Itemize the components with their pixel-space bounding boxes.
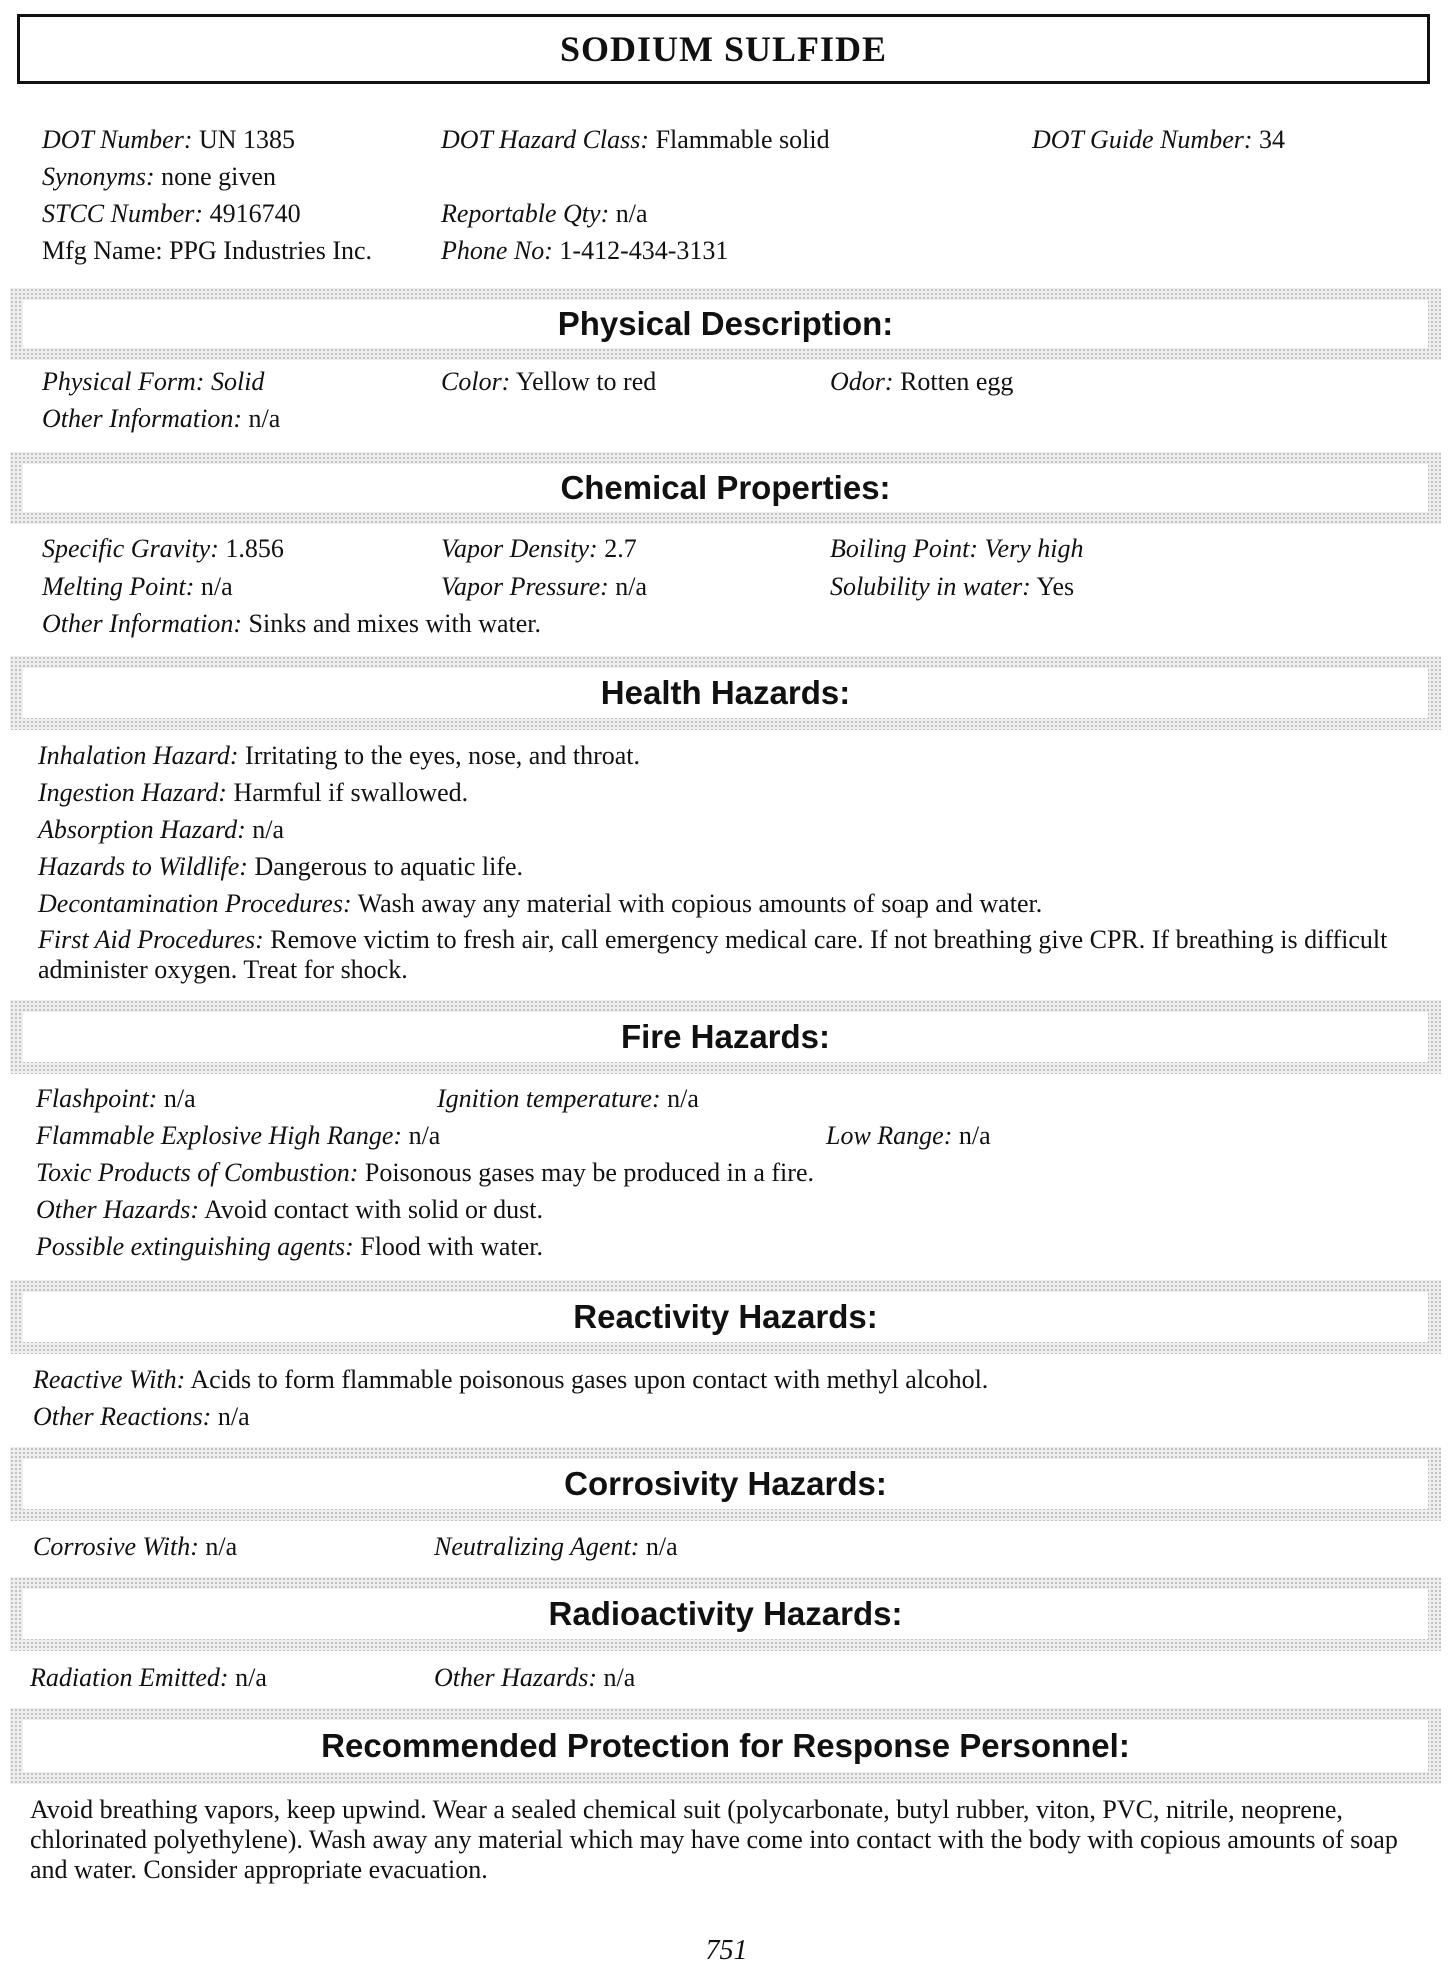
phone-no-label: Phone No:: [441, 236, 553, 265]
ignition-temperature-label: Ignition temperature:: [437, 1084, 661, 1113]
low-range-label: Low Range:: [826, 1121, 953, 1150]
physical-other-info-field: [42, 403, 280, 435]
synonyms-value: none given: [161, 162, 276, 191]
chemical-other-info-value: Sinks and mixes with water.: [248, 609, 542, 638]
extinguishing-agents-field: [36, 1231, 543, 1263]
radiation-emitted-label: Radiation Emitted:: [30, 1663, 229, 1692]
color-label: Color:: [441, 367, 511, 396]
reactive-with-field: [33, 1364, 988, 1396]
absorption-hazard-field: [38, 814, 284, 846]
radioactivity-other-hazards-label: Other Hazards:: [434, 1663, 597, 1692]
flashpoint-field: [36, 1083, 196, 1115]
specific-gravity-value: 1.856: [225, 534, 284, 563]
mfg-name-label: Mfg Name:: [42, 236, 163, 265]
corrosive-with-field: [33, 1531, 237, 1563]
boiling-point-field: [830, 533, 1083, 565]
radioactivity-other-hazards-field: [434, 1662, 635, 1694]
odor-value: Rotten egg: [900, 367, 1014, 396]
radiation-emitted-value: n/a: [235, 1663, 267, 1692]
extinguishing-agents-value: Flood with water.: [360, 1232, 543, 1261]
dot-guide-number-value: 34: [1259, 125, 1286, 154]
fire-other-hazards-field: [36, 1194, 543, 1226]
fire-other-hazards-label: Other Hazards:: [36, 1195, 199, 1224]
physical-description-banner: [10, 288, 1441, 360]
solubility-label: Solubility in water:: [830, 572, 1031, 601]
physical-form-label: Physical Form:: [42, 367, 205, 396]
decontamination-field: [38, 888, 1042, 920]
reactivity-hazards-banner: [10, 1280, 1441, 1354]
corrosive-with-label: Corrosive With:: [33, 1532, 199, 1561]
reportable-qty-field: [441, 198, 648, 230]
odor-label: Odor:: [830, 367, 894, 396]
physical-other-info-label: Other Information:: [42, 404, 243, 433]
mfg-name-value: PPG Industries Inc.: [169, 236, 373, 265]
ingestion-hazard-field: [38, 777, 468, 809]
physical-other-info-value: n/a: [248, 404, 281, 433]
vapor-density-field: [441, 533, 637, 565]
inhalation-hazard-value: Irritating to the eyes, nose, and throat.: [245, 741, 640, 770]
vapor-pressure-label: Vapor Pressure:: [441, 572, 609, 601]
inhalation-hazard-field: [38, 740, 640, 772]
physical-description-heading: Physical Description:: [557, 305, 894, 342]
physical-form-field: [42, 366, 264, 398]
other-reactions-value: n/a: [217, 1402, 250, 1431]
dot-guide-number-field: [1032, 124, 1285, 156]
radioactivity-hazards-heading: Radioactivity Hazards:: [548, 1595, 903, 1632]
fire-hazards-heading: Fire Hazards:: [620, 1018, 831, 1055]
melting-point-value: n/a: [200, 572, 233, 601]
neutralizing-agent-field: [434, 1531, 678, 1563]
specific-gravity-field: [42, 533, 284, 565]
neutralizing-agent-label: Neutralizing Agent:: [434, 1532, 640, 1561]
synonyms-label: Synonyms:: [42, 162, 155, 191]
solubility-value: Yes: [1036, 572, 1075, 601]
phone-no-value: 1-412-434-3131: [559, 236, 729, 265]
toxic-products-label: Toxic Products of Combustion:: [36, 1158, 359, 1187]
wildlife-hazard-label: Hazards to Wildlife:: [38, 852, 248, 881]
chemical-other-info-label: Other Information:: [42, 609, 243, 638]
physical-form-value: Solid: [210, 367, 265, 396]
chemical-properties-heading: Chemical Properties:: [560, 469, 891, 506]
ignition-temperature-field: [437, 1083, 699, 1115]
vapor-density-label: Vapor Density:: [441, 534, 598, 563]
health-hazards-heading: Health Hazards:: [600, 674, 851, 711]
decontamination-value: Wash away any material with copious amounts of soap and water.: [357, 889, 1043, 918]
vapor-pressure-field: [441, 571, 647, 603]
title-box: [17, 14, 1430, 84]
dot-hazard-class-label: DOT Hazard Class:: [441, 125, 650, 154]
flashpoint-value: n/a: [163, 1084, 196, 1113]
high-range-field: [36, 1120, 440, 1152]
ingestion-hazard-label: Ingestion Hazard:: [38, 778, 227, 807]
chemical-properties-banner: [10, 452, 1441, 524]
corrosivity-hazards-banner: [10, 1447, 1441, 1521]
mfg-name-field: [42, 235, 372, 267]
other-reactions-label: Other Reactions:: [33, 1402, 212, 1431]
boiling-point-value: Very high: [984, 534, 1084, 563]
synonyms-field: [42, 161, 276, 193]
first-aid-value: Remove victim to fresh air, call emergency medical care. If not breathing give CPR. If breathing is difficult administer oxygen. Treat for shock.: [38, 925, 1388, 984]
fire-other-hazards-value: Avoid contact with solid or dust.: [204, 1195, 543, 1224]
decontamination-label: Decontamination Procedures:: [38, 889, 352, 918]
first-aid-field: [38, 925, 1423, 985]
vapor-pressure-value: n/a: [615, 572, 648, 601]
reportable-qty-value: n/a: [615, 199, 648, 228]
melting-point-label: Melting Point:: [42, 572, 195, 601]
wildlife-hazard-field: [38, 851, 523, 883]
dot-number-value: UN 1385: [198, 125, 296, 154]
odor-field: [830, 366, 1013, 398]
ingestion-hazard-value: Harmful if swallowed.: [233, 778, 469, 807]
first-aid-label: First Aid Procedures:: [38, 925, 264, 954]
reactive-with-label: Reactive With:: [33, 1365, 186, 1394]
radiation-emitted-field: [30, 1662, 267, 1694]
stcc-number-field: [42, 198, 301, 230]
dot-guide-number-label: DOT Guide Number:: [1032, 125, 1253, 154]
corrosivity-hazards-heading: Corrosivity Hazards:: [564, 1465, 887, 1502]
low-range-field: [826, 1120, 991, 1152]
dot-number-label: DOT Number:: [42, 125, 193, 154]
other-reactions-field: [33, 1401, 250, 1433]
phone-no-field: [441, 235, 728, 267]
protection-text: Avoid breathing vapors, keep upwind. Wear a sealed chemical suit (polycarbonate, butyl rubber, viton, PVC, nitrile, neoprene, chlorinated polyethylene). Wash away any material which may have come into contact with the body with copious amounts of soap and water. Consider appropriate evacuation.: [30, 1795, 1398, 1884]
health-hazards-banner: [10, 656, 1441, 730]
dot-hazard-class-value: Flammable solid: [655, 125, 830, 154]
flashpoint-label: Flashpoint:: [36, 1084, 158, 1113]
reactivity-hazards-heading: Reactivity Hazards:: [573, 1298, 878, 1335]
high-range-label: Flammable Explosive High Range:: [36, 1121, 403, 1150]
wildlife-hazard-value: Dangerous to aquatic life.: [254, 852, 524, 881]
stcc-number-value: 4916740: [209, 199, 301, 228]
absorption-hazard-value: n/a: [252, 815, 285, 844]
stcc-number-label: STCC Number:: [42, 199, 204, 228]
ignition-temperature-value: n/a: [667, 1084, 699, 1113]
specific-gravity-label: Specific Gravity:: [42, 534, 219, 563]
neutralizing-agent-value: n/a: [645, 1532, 678, 1561]
chemical-other-info-field: [42, 608, 541, 640]
protection-heading: Recommended Protection for Response Personnel:: [321, 1727, 1130, 1764]
corrosive-with-value: n/a: [205, 1532, 238, 1561]
dot-number-field: [42, 124, 295, 156]
reportable-qty-label: Reportable Qty:: [441, 199, 610, 228]
boiling-point-label: Boiling Point:: [830, 534, 979, 563]
radioactivity-other-hazards-value: n/a: [603, 1663, 636, 1692]
low-range-value: n/a: [958, 1121, 991, 1150]
vapor-density-value: 2.7: [604, 534, 637, 563]
reactive-with-value: Acids to form flammable poisonous gases upon contact with methyl alcohol.: [190, 1365, 989, 1394]
melting-point-field: [42, 571, 233, 603]
extinguishing-agents-label: Possible extinguishing agents:: [36, 1232, 354, 1261]
page-number: 751: [705, 1935, 748, 1966]
color-field: [441, 366, 656, 398]
fire-hazards-banner: [10, 1000, 1441, 1074]
absorption-hazard-label: Absorption Hazard:: [38, 815, 246, 844]
color-value: Yellow to red: [515, 367, 657, 396]
high-range-value: n/a: [408, 1121, 441, 1150]
protection-banner: [10, 1708, 1441, 1784]
solubility-field: [830, 571, 1074, 603]
radioactivity-hazards-banner: [10, 1577, 1441, 1651]
toxic-products-field: [36, 1157, 814, 1189]
inhalation-hazard-label: Inhalation Hazard:: [38, 741, 239, 770]
toxic-products-value: Poisonous gases may be produced in a fire.: [364, 1158, 814, 1187]
page-title: SODIUM SULFIDE: [559, 29, 888, 69]
dot-hazard-class-field: [441, 124, 830, 156]
